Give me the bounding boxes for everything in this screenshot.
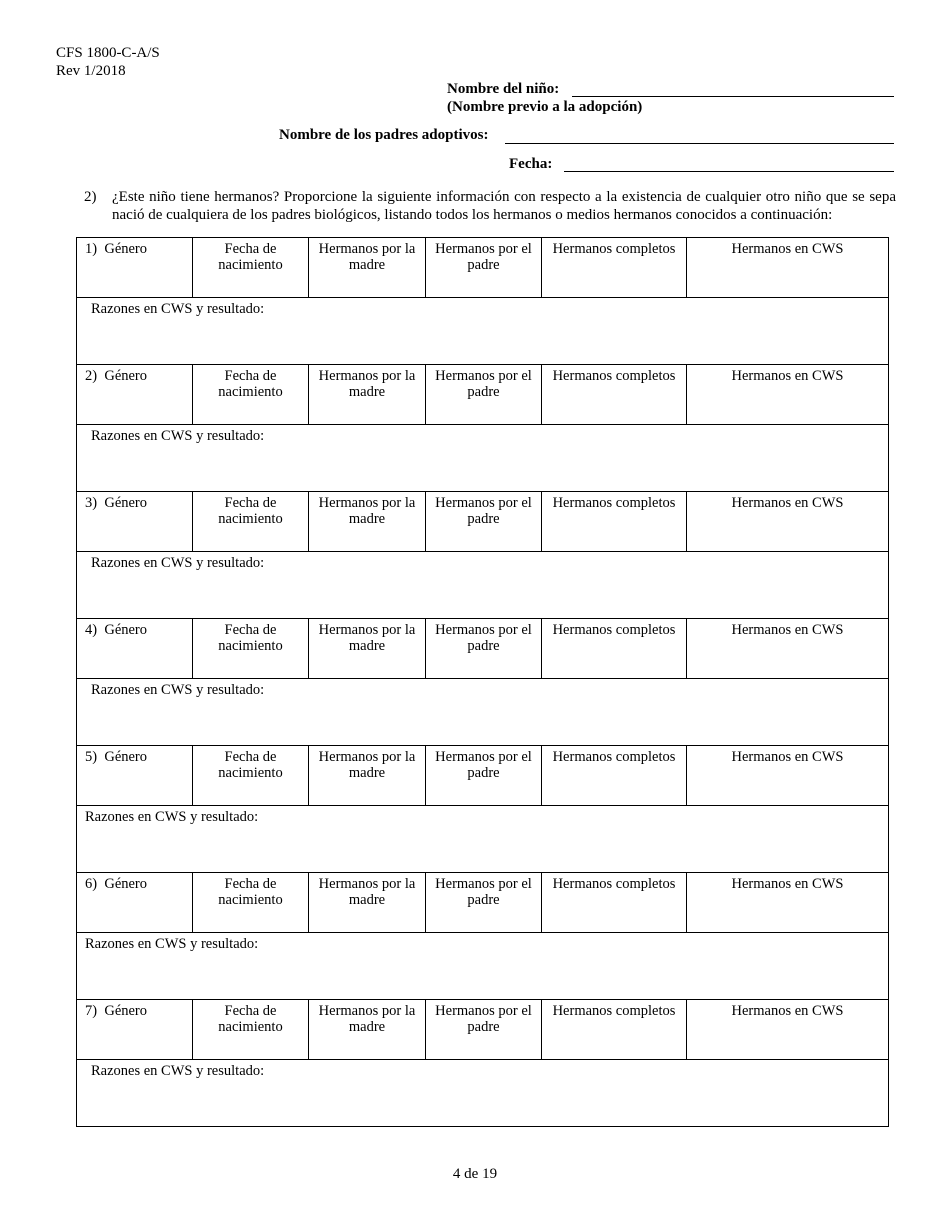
maternal-siblings-cell[interactable] [309, 1000, 426, 1060]
maternal-siblings-label: Hermanos por la madre [318, 1003, 416, 1035]
dob-cell[interactable] [193, 1000, 309, 1060]
cws-siblings-label: Hermanos en CWS [731, 495, 844, 511]
cws-siblings-label: Hermanos en CWS [731, 876, 844, 892]
reason-label: Razones en CWS y resultado: [91, 1063, 265, 1079]
dob-cell[interactable] [193, 365, 309, 425]
sibling-number: 6) [85, 876, 98, 892]
adoptive-parents-field[interactable] [505, 143, 894, 144]
full-siblings-cell[interactable] [542, 619, 687, 679]
gender-cell[interactable] [77, 238, 193, 298]
gender-cell[interactable] [77, 619, 193, 679]
dob-cell[interactable] [193, 873, 309, 933]
cws-siblings-cell[interactable] [687, 365, 889, 425]
sibling-reason-row [77, 679, 889, 746]
paternal-siblings-label: Hermanos por el padre [435, 622, 532, 654]
reason-cell[interactable] [77, 298, 889, 365]
gender-label: Género [104, 495, 148, 511]
gender-label: Género [104, 241, 148, 257]
dob-cell[interactable] [193, 238, 309, 298]
reason-label: Razones en CWS y resultado: [91, 682, 265, 698]
dob-label: Fecha de nacimiento [218, 749, 283, 781]
sibling-reason-row [77, 298, 889, 365]
form-number: CFS 1800-C-A/S [56, 45, 160, 61]
reason-cell[interactable] [77, 552, 889, 619]
paternal-siblings-cell[interactable] [426, 746, 542, 806]
maternal-siblings-label: Hermanos por la madre [318, 622, 416, 654]
maternal-siblings-label: Hermanos por la madre [318, 876, 416, 908]
form-identifier [56, 44, 160, 80]
sibling-header-row [77, 492, 889, 552]
paternal-siblings-label: Hermanos por el padre [435, 368, 532, 400]
reason-label: Razones en CWS y resultado: [85, 936, 259, 952]
reason-cell[interactable] [77, 1060, 889, 1127]
paternal-siblings-label: Hermanos por el padre [435, 876, 532, 908]
form-revision: Rev 1/2018 [56, 63, 126, 79]
cws-siblings-label: Hermanos en CWS [731, 241, 844, 257]
reason-cell[interactable] [77, 679, 889, 746]
sibling-reason-row [77, 933, 889, 1000]
paternal-siblings-cell[interactable] [426, 619, 542, 679]
gender-label: Género [104, 1003, 148, 1019]
dob-label: Fecha de nacimiento [218, 368, 283, 400]
dob-label: Fecha de nacimiento [218, 622, 283, 654]
full-siblings-cell[interactable] [542, 492, 687, 552]
cws-siblings-cell[interactable] [687, 619, 889, 679]
cws-siblings-label: Hermanos en CWS [731, 622, 844, 638]
siblings-question [84, 188, 896, 224]
sibling-number: 3) [85, 495, 98, 511]
maternal-siblings-label: Hermanos por la madre [318, 241, 416, 273]
full-siblings-cell[interactable] [542, 873, 687, 933]
full-siblings-label: Hermanos completos [552, 622, 676, 638]
full-siblings-label: Hermanos completos [552, 1003, 676, 1019]
reason-cell[interactable] [77, 425, 889, 492]
sibling-number: 4) [85, 622, 98, 638]
sibling-header-row [77, 873, 889, 933]
dob-label: Fecha de nacimiento [218, 241, 283, 273]
reason-cell[interactable] [77, 933, 889, 1000]
full-siblings-label: Hermanos completos [552, 495, 676, 511]
child-name-note: (Nombre previo a la adopción) [447, 99, 643, 115]
maternal-siblings-cell[interactable] [309, 238, 426, 298]
sibling-reason-row [77, 1060, 889, 1127]
sibling-reason-row [77, 552, 889, 619]
dob-label: Fecha de nacimiento [218, 495, 283, 527]
sibling-header-row [77, 365, 889, 425]
maternal-siblings-label: Hermanos por la madre [318, 368, 416, 400]
reason-label: Razones en CWS y resultado: [91, 428, 265, 444]
dob-cell[interactable] [193, 492, 309, 552]
sibling-header-row [77, 746, 889, 806]
date-field[interactable] [564, 171, 894, 172]
paternal-siblings-cell[interactable] [426, 238, 542, 298]
cws-siblings-cell[interactable] [687, 873, 889, 933]
gender-label: Género [104, 622, 148, 638]
sibling-header-row [77, 238, 889, 298]
cws-siblings-cell[interactable] [687, 238, 889, 298]
gender-label: Género [104, 368, 148, 384]
adoptive-parents-label: Nombre de los padres adoptivos: [279, 127, 489, 143]
full-siblings-label: Hermanos completos [552, 876, 676, 892]
cws-siblings-label: Hermanos en CWS [731, 749, 844, 765]
gender-cell[interactable] [77, 873, 193, 933]
cws-siblings-label: Hermanos en CWS [731, 1003, 844, 1019]
page-number: 4 de 19 [452, 1166, 498, 1182]
full-siblings-label: Hermanos completos [552, 749, 676, 765]
dob-cell[interactable] [193, 619, 309, 679]
child-name-label: Nombre del niño: [447, 81, 560, 97]
maternal-siblings-cell[interactable] [309, 746, 426, 806]
reason-cell[interactable] [77, 806, 889, 873]
paternal-siblings-cell[interactable] [426, 365, 542, 425]
maternal-siblings-label: Hermanos por la madre [318, 749, 416, 781]
sibling-number: 5) [85, 749, 98, 765]
paternal-siblings-cell[interactable] [426, 1000, 542, 1060]
maternal-siblings-cell[interactable] [309, 492, 426, 552]
paternal-siblings-label: Hermanos por el padre [435, 749, 532, 781]
maternal-siblings-cell[interactable] [309, 365, 426, 425]
full-siblings-cell[interactable] [542, 365, 687, 425]
child-name-field[interactable] [572, 96, 894, 97]
cws-siblings-cell[interactable] [687, 1000, 889, 1060]
dob-label: Fecha de nacimiento [218, 1003, 283, 1035]
full-siblings-cell[interactable] [542, 238, 687, 298]
dob-cell[interactable] [193, 746, 309, 806]
gender-cell[interactable] [77, 365, 193, 425]
full-siblings-label: Hermanos completos [552, 368, 676, 384]
cws-siblings-cell[interactable] [687, 492, 889, 552]
full-siblings-label: Hermanos completos [552, 241, 676, 257]
reason-label: Razones en CWS y resultado: [85, 809, 259, 825]
maternal-siblings-cell[interactable] [309, 619, 426, 679]
cws-siblings-label: Hermanos en CWS [731, 368, 844, 384]
full-siblings-cell[interactable] [542, 746, 687, 806]
sibling-number: 1) [85, 241, 98, 257]
paternal-siblings-label: Hermanos por el padre [435, 241, 532, 273]
gender-label: Género [104, 749, 148, 765]
gender-cell[interactable] [77, 746, 193, 806]
sibling-reason-row [77, 425, 889, 492]
dob-label: Fecha de nacimiento [218, 876, 283, 908]
question-text: ¿Este niño tiene hermanos? Proporcione la siguiente información con respecto a la existencia de cualquier otro niño que se sepa nació de cualquiera de los padres biológicos, listando todos los hermanos o medios hermanos conocidos a continuación: [112, 189, 896, 223]
reason-label: Razones en CWS y resultado: [91, 301, 265, 317]
full-siblings-cell[interactable] [542, 1000, 687, 1060]
sibling-header-row [77, 619, 889, 679]
cws-siblings-cell[interactable] [687, 746, 889, 806]
sibling-number: 7) [85, 1003, 98, 1019]
question-number: 2) [84, 189, 97, 205]
reason-label: Razones en CWS y resultado: [91, 555, 265, 571]
paternal-siblings-cell[interactable] [426, 492, 542, 552]
maternal-siblings-cell[interactable] [309, 873, 426, 933]
paternal-siblings-label: Hermanos por el padre [435, 1003, 532, 1035]
paternal-siblings-cell[interactable] [426, 873, 542, 933]
maternal-siblings-label: Hermanos por la madre [318, 495, 416, 527]
sibling-header-row [77, 1000, 889, 1060]
gender-cell[interactable] [77, 492, 193, 552]
gender-label: Género [104, 876, 148, 892]
sibling-number: 2) [85, 368, 98, 384]
date-label: Fecha: [509, 156, 553, 172]
gender-cell[interactable] [77, 1000, 193, 1060]
siblings-table [76, 237, 889, 1127]
paternal-siblings-label: Hermanos por el padre [435, 495, 532, 527]
sibling-reason-row [77, 806, 889, 873]
